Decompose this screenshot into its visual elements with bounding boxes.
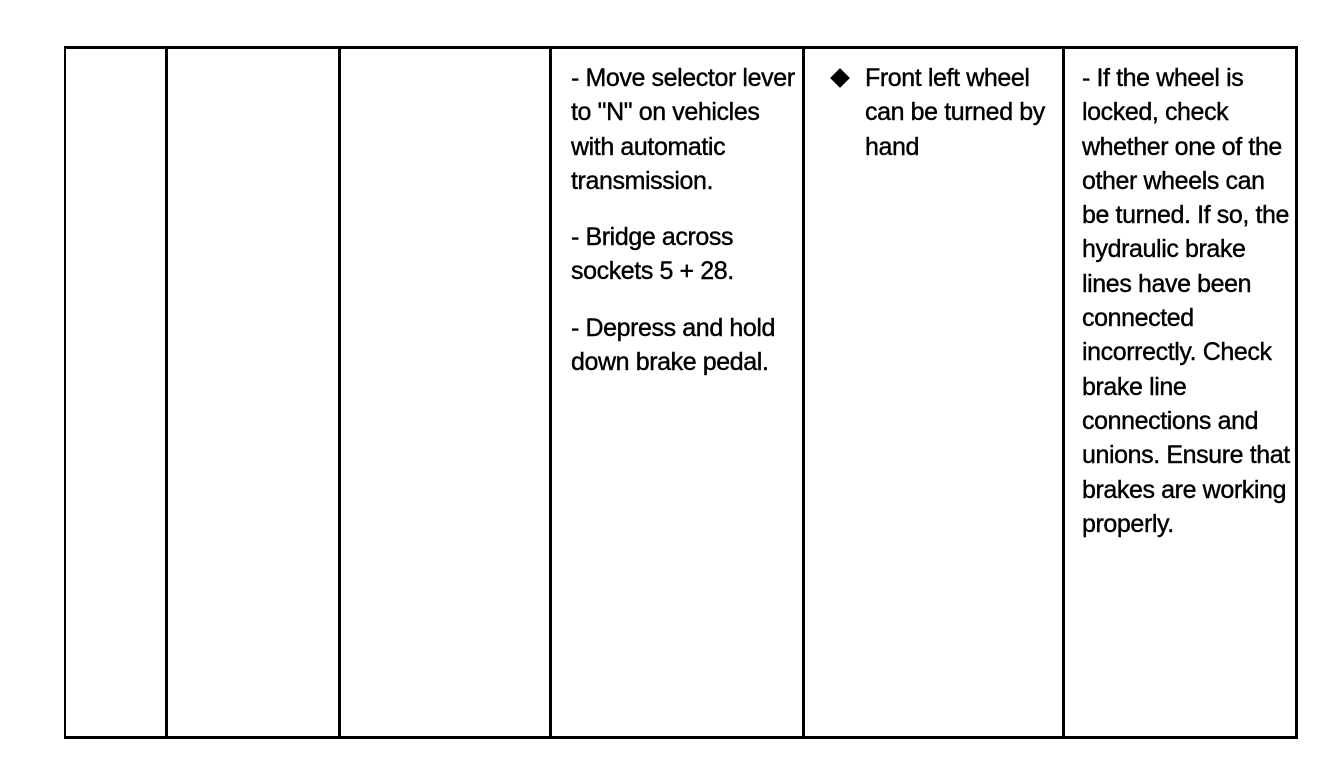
table-cell-col2 [168, 49, 341, 736]
procedure-step-2: - Bridge across sockets 5 + 28. [571, 223, 734, 286]
diamond-bullet-icon [830, 68, 850, 88]
table-cell-expected-result [805, 49, 1065, 736]
table-cell-col1 [66, 49, 168, 736]
procedure-steps [571, 61, 801, 401]
remedy-text: - If the wheel is locked, check whether one of the other wheels can be turned. If so, the hydraulic brake lines have been connected incorrectly. Check brake line connections and unions. Ensure that brakes are working properly. [1082, 64, 1290, 538]
table-cell-remedy [1065, 49, 1295, 736]
test-procedure-table [64, 46, 1298, 739]
procedure-step-1: - Move selector lever to "N" on vehicles with automatic transmission. [571, 64, 795, 195]
table-cell-procedure [552, 49, 805, 736]
table-cell-col3 [341, 49, 552, 736]
procedure-step-3: - Depress and hold down brake pedal. [571, 313, 776, 377]
expected-result-text: Front left wheel can be turned by hand [865, 64, 1045, 161]
